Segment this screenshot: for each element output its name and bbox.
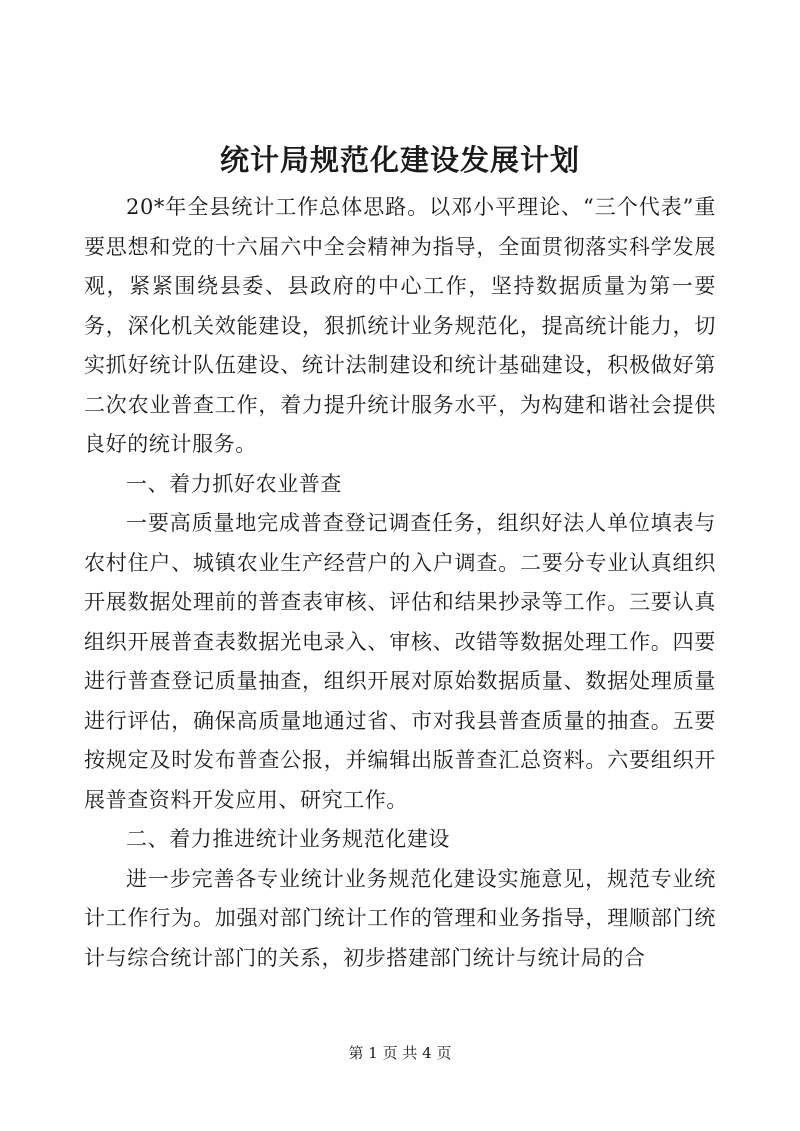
page-number-footer: 第 1 页 共 4 页 xyxy=(348,1044,452,1062)
paragraph-agricultural-census: 一要高质量地完成普查登记调查任务，组织好法人单位填表与农村住户、城镇农业生产经营户的入户调查。二要分专业认真组织开展数据处理前的普查表审核、评估和结果抄录等工作。三要认真组织开展普查表数据光电录入、审核、改错等数据处理工作。四要进行普查登记质量抽查，组织开展对原始数据质量、数据处理质量进行评估，确保高质量地通过省、市对我县普查质量的抽查。五要按规定及时发布普查公报，并编辑出版普查汇总资料。六要组织开展普查资料开发应用、研究工作。 xyxy=(84,511,716,812)
document-title: 统计局规范化建设发展计划 xyxy=(219,143,580,177)
document-body xyxy=(84,188,716,978)
paragraph-standardization: 进一步完善各专业统计业务规范化建设实施意见，规范专业统计工作行为。加强对部门统计工作的管理和业务指导，理顺部门统计与综合统计部门的关系，初步搭建部门统计与统计局的合 xyxy=(84,866,716,970)
section-heading-standardization: 二、着力推进统计业务规范化建设 xyxy=(126,827,450,851)
section-heading-agricultural-census: 一、着力抓好农业普查 xyxy=(126,471,342,496)
paragraph-intro: 20*年全县统计工作总体思路。以邓小平理论、“三个代表”重要思想和党的十六届六中全会精神为指导，全面贯彻落实科学发展观，紧紧围绕县委、县政府的中心工作，坚持数据质量为第一要务，深化机关效能建设，狠抓统计业务规范化，提高统计能力，切实抓好统计队伍建设、统计法制建设和统计基础建设，积极做好第二次农业普查工作，着力提升统计服务水平，为构建和谐社会提供良好的统计服务。 xyxy=(84,195,716,456)
